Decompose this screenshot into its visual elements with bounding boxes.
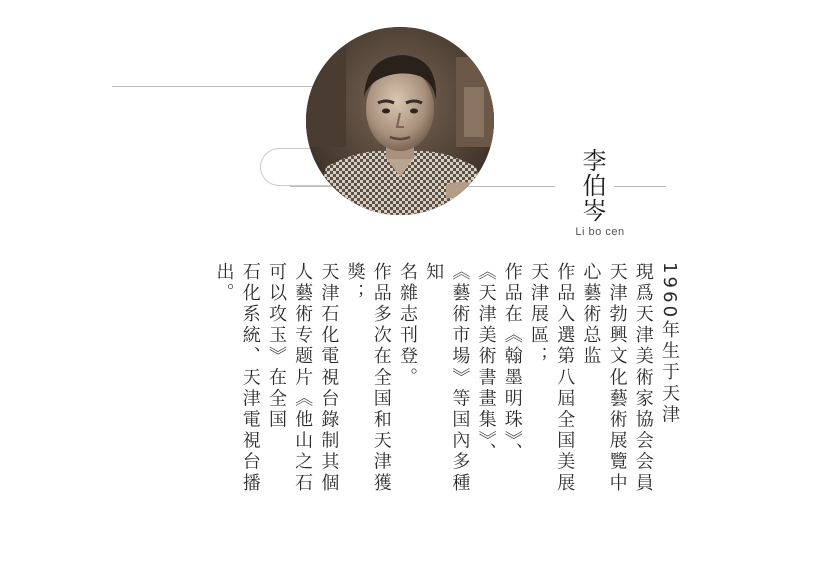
decorative-line-right (614, 186, 666, 187)
decorative-line-top (112, 86, 317, 87)
bio-line: 天津石化電視台錄制其個 (318, 262, 340, 495)
artist-name-pinyin: Li bo cen (575, 226, 625, 238)
bio-line: 《藝術市場》等国內多種 (449, 262, 471, 495)
artist-portrait (306, 27, 494, 215)
bio-line: 出。 (213, 262, 235, 305)
bio-line: 天津勃興文化藝術展覽中 (606, 262, 628, 495)
artist-name: 李伯岑 (578, 148, 606, 223)
bio-line: 獎； (344, 262, 366, 305)
bio-line: 名雜志刊登。 (396, 262, 418, 389)
bio-line: 心藝術总监 (580, 262, 602, 368)
bio-line: 《天津美術書畫集》、 (475, 262, 497, 464)
bio-line: 天津展區； (527, 262, 549, 368)
bio-line: 作品多次在全国和天津獲 (370, 262, 392, 495)
bio-line: 作品在《翰墨明珠》、 (501, 262, 523, 464)
bio-line: 人藝術专题片《他山之石 (292, 262, 314, 495)
bio-line: 可以攻玉》在全国 (265, 262, 287, 431)
artist-biography (142, 262, 682, 502)
bio-line: 知 (423, 262, 445, 284)
bio-line: 石化系統、天津電視台播 (239, 262, 261, 495)
bio-line: 1960年生于天津 (659, 262, 680, 426)
bio-line: 現爲天津美術家協会会員 (632, 262, 654, 495)
bio-line: 作品入選第八屆全国美展 (554, 262, 576, 495)
